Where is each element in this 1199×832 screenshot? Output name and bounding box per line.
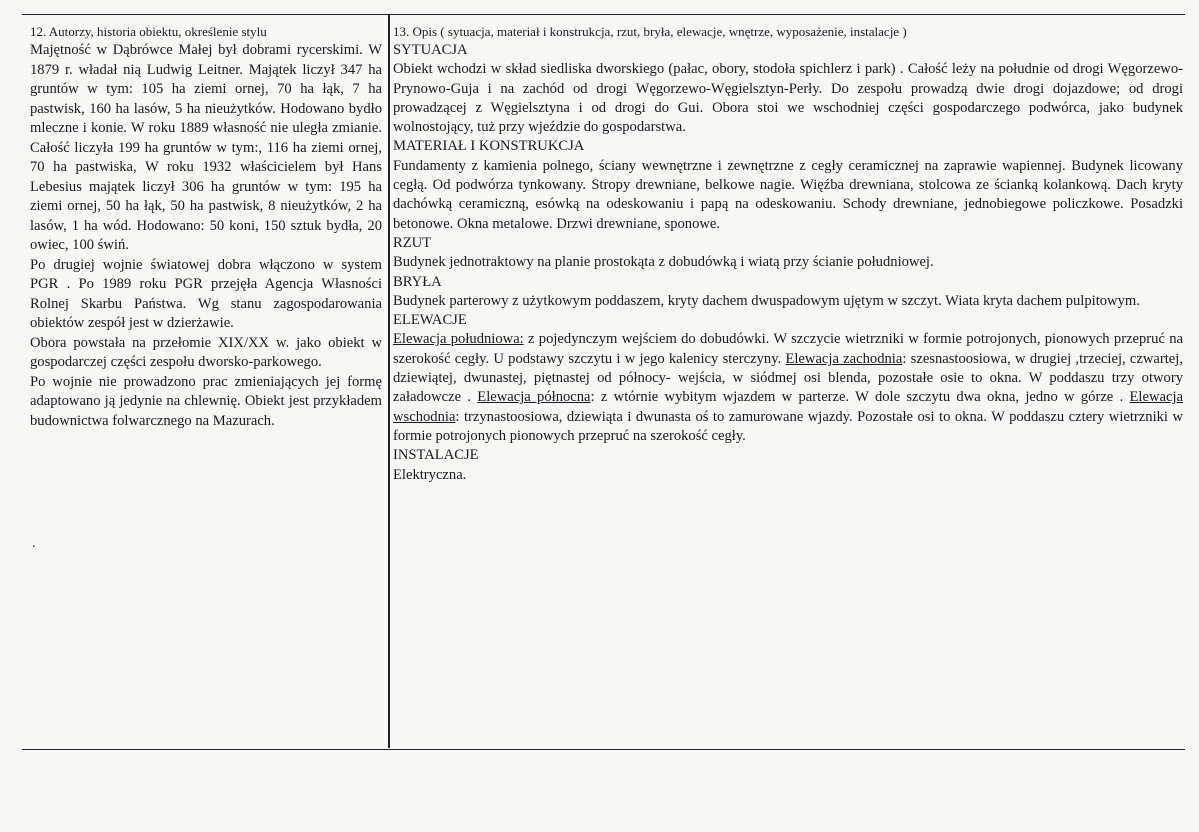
history-paragraph-origin: Obora powstała na przełomie XIX/XX w. jako obiekt w gospodarczej części zespołu dworsko-parkowego. [30, 334, 382, 370]
section-text-plan: Budynek jednotraktowy na planie prostokąta z dobudówką i wiatą przy ścianie południowej. [393, 254, 934, 271]
stray-dot: . [32, 536, 36, 551]
history-paragraph-estate: Majętność w Dąbrówce Małej był dobrami rycerskimi. W 1879 r. władał nią Ludwig Leitner. Majątek liczył 347 ha gruntów w tym: 105 ha ziemi ornej, 70 ha łąk, 7 ha pastwisk, 160 ha lasów, 5 ha nieużytków. Hodowano bydło mleczne i konie. W roku 1889 własność nie uległa zmianie. Całość liczyła 199 ha gruntów w tym:, 116 ha ziemi ornej, 70 ha pastwiska, W roku 1932 właścicielem był Hans Lebesius majątek liczył 306 ha gruntów w tym: 195 ha ziemi ornej, 50 ha łąk, 50 ha pastwisk, 8 nieużytków, 2 ha lasów, 1 ha wód. Hodowano: 50 koni, 150 sztuk bydła, 20 owiec, 100 świń. [30, 42, 382, 253]
section-text-material: Fundamenty z kamienia polnego, ściany wewnętrzne i zewnętrzne z cegły ceramicznej na zaprawie wapiennej. Budynek licowany cegłą. Od podwórza tynkowany. Stropy drewniane, belkowe nagie. Więźba drewniana, stolcowa ze ścianką kolankową. Dach kryty dachówką ceramiczną, esówką na odeskowaniu i papą na odeskowaniu. Schody drewniane, jednobiegowe policzkowe. Posadzki betonowe. Okna metalowe. Drzwi drewniane, sponowe. [393, 157, 1183, 232]
section-text-situation: Obiekt wchodzi w skład siedliska dworskiego (pałac, obory, stodoła spichlerz i park) . Całość leży na południe od drogi Węgorzewo-Prynowo-Guja i na zachód od drogi Węgorzewo-Węgielsztyn-Perły. Do zespołu prowadzą dwie drogi dojazdowe; od drogi prowadzącej z Węgielsztyna i od drogi do Gui. Obora stoi we wschodniej części gospodarczego podwórca, jako budynek wolnostojący, tuż przy wjeździe do gospodarstwa. [393, 61, 1183, 136]
elevation-north-label: Elewacja północna [477, 389, 591, 406]
elevation-south-label: Elewacja południowa: [393, 331, 524, 348]
section-text-installations: Elektryczna. [393, 466, 467, 483]
elevation-north-text: : z wtórnie wybitym wjazdem w parterze. W dole szczytu dwa okna, jedno w górze . [590, 389, 1130, 406]
history-column [30, 22, 382, 431]
history-paragraph-use: Po wojnie nie prowadzono prac zmieniających jej formę adaptowano ją jedynie na chlewnię. Obiekt jest przykładem budownictwa folwarcznego na Mazurach. [30, 373, 382, 429]
history-paragraph-postwar: Po drugiej wojnie światowej dobra włączono w system PGR . Po 1989 roku PGR przejęła Agencja Własności Rolnej Skarbu Państwa. Wg stanu zagospodarowania obiektów zespół jest w dzierżawie. [30, 256, 382, 331]
elevation-east-text: : trzynastoosiowa, dziewiąta i dwunasta oś to zamurowane wjazdy. Pozostałe osi to okna. W poddaszu cztery wietrzniki w formie potrojonych pionowych przepruć na szerokość cegły. [393, 408, 1183, 444]
description-header: 13. Opis ( sytuacja, materiał i konstrukcja, rzut, bryła, elewacje, wnętrze, wyposażenie, instalacje ) [393, 24, 907, 39]
elevation-east-label: Elewacja wschodnia [393, 389, 1183, 425]
section-title-form: BRYŁA [393, 273, 442, 290]
section-title-situation: SYTUACJA [393, 42, 468, 58]
elevation-south-text: z pojedynczym wejściem do dobudówki. W szczycie wietrzniki w formie potrojonych, pionowych przepruć na szerokość cegły. U podstawy szczytu i w jego kalenicy sterczyny. [393, 331, 1184, 367]
section-title-plan: RZUT [393, 234, 432, 251]
section-title-material: MATERIAŁ I KONSTRUKCJA [393, 138, 585, 155]
section-title-installations: INSTALACJE [393, 447, 479, 464]
column-divider [388, 14, 390, 748]
elevation-west-label: Elewacja zachodnia [785, 350, 903, 367]
elevation-west-text: : szesnastoosiowa, w drugiej ,trzeciej, czwartej, dziewiątej, dwunastej, piętnastej od północy- wejścia, w siódmej osi blenda, pozostałe osie to okna. W poddaszu trzy otwory załadowcze . [393, 350, 1183, 406]
section-text-form: Budynek parterowy z użytkowym poddaszem, kryty dachem dwuspadowym ujętym w szczyt. Wiata kryta dachem pulpitowym. [393, 292, 1140, 309]
description-column [393, 22, 1183, 485]
section-text-elevations [393, 330, 1183, 446]
section-title-elevations: ELEWACJE [393, 312, 467, 329]
history-header: 12. Autorzy, historia obiektu, określenie stylu [30, 24, 267, 39]
